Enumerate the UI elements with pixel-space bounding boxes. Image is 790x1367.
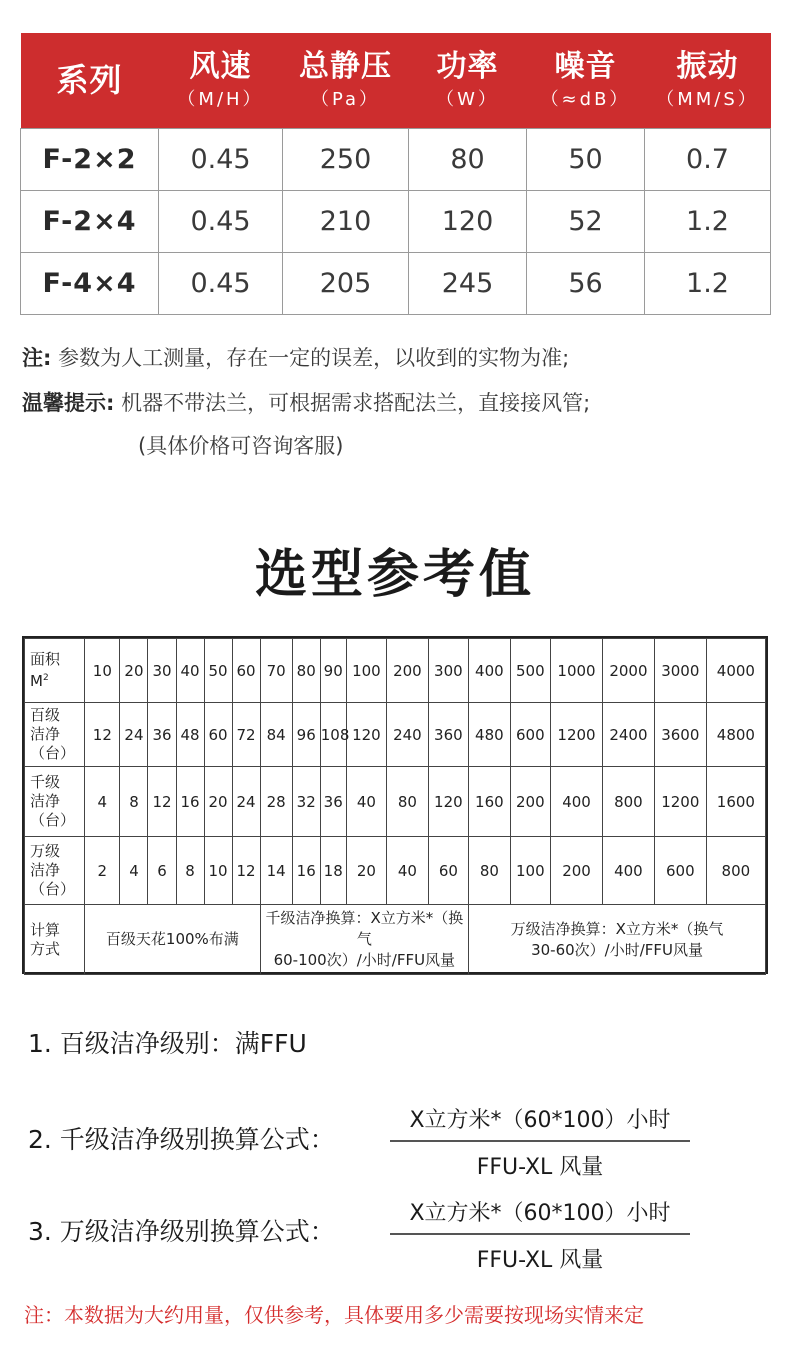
area-cell: 200 [387,639,429,703]
area-label: 面积 $M^2$ [25,639,85,703]
spec-cell-noise: 52 [527,190,645,252]
class10000-cell: 400 [602,837,654,905]
calc-class1000: 千级洁净换算：X立方米*（换气 60-100次）/小时/FFU风量 [260,905,469,975]
area-cell: 4000 [706,639,765,703]
formula-class10000-fraction [390,1196,690,1274]
class100-cell: 96 [292,703,320,767]
class100-cell: 120 [346,703,386,767]
grid-row-class10000 [25,837,766,905]
spec-cell-power: 245 [409,252,527,314]
class100-cell: 3600 [654,703,706,767]
class100-cell: 48 [176,703,204,767]
note-text: 参数为人工测量，存在一定的误差，以收到的实物为准; [58,346,570,370]
area-cell: 50 [204,639,232,703]
area-cell: 100 [346,639,386,703]
class10000-cell: 10 [204,837,232,905]
class10000-label: 万级 洁净 （台） [25,837,85,905]
class100-cell: 2400 [602,703,654,767]
spec-cell-noise: 56 [527,252,645,314]
area-cell: 70 [260,639,292,703]
class10000-cell: 6 [148,837,176,905]
class10000-cell: 20 [346,837,386,905]
class1000-cell: 40 [346,767,386,837]
tip-extra: (具体价格可咨询客服) [138,434,344,458]
class10000-cell: 80 [469,837,511,905]
class10000-cell: 4 [120,837,148,905]
class100-cell: 1200 [551,703,603,767]
area-cell: 60 [232,639,260,703]
class100-cell: 240 [387,703,429,767]
fraction-numerator: X立方米*（60*100）小时 [390,1196,690,1235]
calc-class10000: 万级洁净换算：X立方米*（换气 30-60次）/小时/FFU风量 [469,905,766,975]
grid-row-class100 [25,703,766,767]
class10000-cell: 8 [176,837,204,905]
class1000-cell: 80 [387,767,429,837]
class10000-cell: 600 [654,837,706,905]
spec-cell-noise: 50 [527,128,645,190]
spec-row [21,252,771,314]
section-title: 选型参考值 [254,545,535,605]
spec-cell-series: F-2×4 [21,190,159,252]
class100-cell: 360 [428,703,468,767]
area-cell: 90 [320,639,346,703]
spec-cell-power: 80 [409,128,527,190]
grid-row-area [25,639,766,703]
class100-cell: 480 [469,703,511,767]
class1000-cell: 1600 [706,767,765,837]
class1000-label: 千级 洁净 （台） [25,767,85,837]
area-cell: 3000 [654,639,706,703]
measurement-note [22,342,569,372]
footer-note: 注：本数据为大约用量，仅供参考，具体要用多少需要按现场实情来定 [24,1303,644,1327]
fraction-numerator: X立方米*（60*100）小时 [390,1103,690,1142]
class1000-cell: 400 [551,767,603,837]
class1000-cell: 800 [602,767,654,837]
header-power: 功率 （W） [409,33,527,128]
fraction-denominator: FFU-XL 风量 [476,1155,604,1180]
class10000-cell: 800 [706,837,765,905]
area-cell: 400 [469,639,511,703]
class1000-cell: 12 [148,767,176,837]
class100-cell: 4800 [706,703,765,767]
class1000-cell: 200 [510,767,550,837]
spec-cell-vibration: 1.2 [645,190,771,252]
class100-cell: 12 [85,703,120,767]
calc-class100: 百级天花100%布满 [85,905,260,975]
grid-row-calc [25,905,766,975]
class1000-cell: 4 [85,767,120,837]
class100-label: 百级 洁净 （台） [25,703,85,767]
area-cell: 80 [292,639,320,703]
header-vibration: 振动 （MM/S） [645,33,771,128]
spec-row [21,128,771,190]
spec-table [20,33,771,315]
class100-cell: 60 [204,703,232,767]
area-cell: 300 [428,639,468,703]
spec-cell-speed: 0.45 [159,190,283,252]
class10000-cell: 40 [387,837,429,905]
spec-cell-series: F-4×4 [21,252,159,314]
formula-class10000-label: 3. 万级洁净级别换算公式： [28,1217,335,1246]
class1000-cell: 16 [176,767,204,837]
spec-header-row [21,33,771,128]
area-cell: 2000 [602,639,654,703]
selection-grid-table [24,638,766,975]
area-cell: 1000 [551,639,603,703]
spec-cell-series: F-2×2 [21,128,159,190]
note-label: 注: [22,346,52,370]
tip-label: 温馨提示: [22,391,115,415]
class10000-cell: 18 [320,837,346,905]
class100-cell: 84 [260,703,292,767]
class1000-cell: 32 [292,767,320,837]
class1000-cell: 20 [204,767,232,837]
spec-cell-pressure: 250 [283,128,409,190]
class1000-cell: 8 [120,767,148,837]
area-cell: 10 [85,639,120,703]
class1000-cell: 120 [428,767,468,837]
class1000-cell: 24 [232,767,260,837]
formula-class1000-label: 2. 千级洁净级别换算公式： [28,1125,335,1154]
class1000-cell: 1200 [654,767,706,837]
class10000-cell: 60 [428,837,468,905]
selection-grid [22,636,768,974]
header-static-pressure: 总静压 （Pa） [283,33,409,128]
class100-cell: 600 [510,703,550,767]
spec-row [21,190,771,252]
formula-class1000-fraction [390,1103,690,1181]
class100-cell: 72 [232,703,260,767]
header-series: 系列 [21,33,159,128]
class100-cell: 108 [320,703,346,767]
class10000-cell: 100 [510,837,550,905]
class10000-cell: 12 [232,837,260,905]
calc-label: 计算 方式 [25,905,85,975]
spec-cell-pressure: 210 [283,190,409,252]
spec-cell-power: 120 [409,190,527,252]
area-cell: 500 [510,639,550,703]
tip-note [22,387,590,417]
spec-cell-speed: 0.45 [159,128,283,190]
area-cell: 30 [148,639,176,703]
formula-class100: 1. 百级洁净级别：满FFU [28,1029,307,1058]
fraction-denominator: FFU-XL 风量 [476,1248,604,1273]
area-cell: 40 [176,639,204,703]
tip-text: 机器不带法兰，可根据需求搭配法兰，直接接风管; [121,391,591,415]
spec-cell-speed: 0.45 [159,252,283,314]
class10000-cell: 14 [260,837,292,905]
class10000-cell: 16 [292,837,320,905]
class100-cell: 24 [120,703,148,767]
grid-row-class1000 [25,767,766,837]
class10000-cell: 2 [85,837,120,905]
class1000-cell: 28 [260,767,292,837]
header-noise: 噪音 （≈dB） [527,33,645,128]
spec-cell-pressure: 205 [283,252,409,314]
class1000-cell: 36 [320,767,346,837]
header-wind-speed: 风速 （M/H） [159,33,283,128]
class1000-cell: 160 [469,767,511,837]
area-cell: 20 [120,639,148,703]
spec-cell-vibration: 1.2 [645,252,771,314]
spec-cell-vibration: 0.7 [645,128,771,190]
class100-cell: 36 [148,703,176,767]
class10000-cell: 200 [551,837,603,905]
